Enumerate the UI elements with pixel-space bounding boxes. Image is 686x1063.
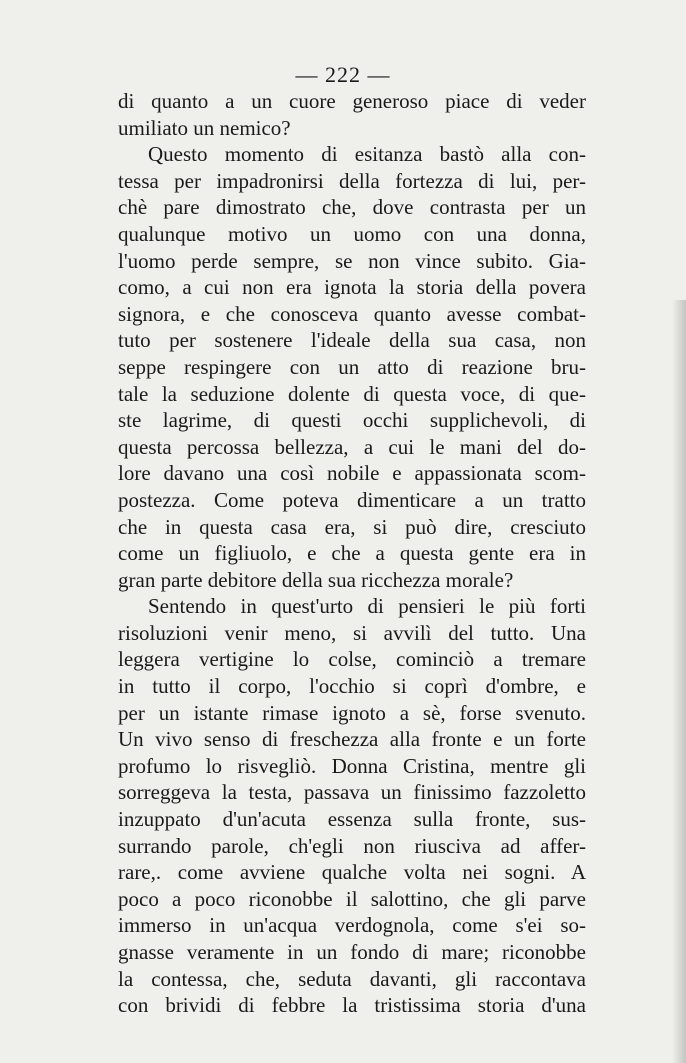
text-line: che in questa casa era, si può dire, cresciuto <box>118 514 586 539</box>
text-line: seppe respingere con un atto di reazione bru- <box>118 354 586 379</box>
text-line: l'uomo perde sempre, se non vince subito. Gia- <box>118 248 586 273</box>
text-line: leggera vertigine lo colse, cominciò a tremare <box>118 647 586 672</box>
page-number: — 222 — <box>295 62 391 87</box>
text-line: poco a poco riconobbe il salottino, che gli parve <box>118 886 586 911</box>
text-line: gran parte debitore della sua ricchezza morale? <box>118 567 514 592</box>
text-line: immerso in un'acqua verdognola, come s'ei so- <box>118 913 586 938</box>
text-line: umiliato un nemico? <box>118 115 291 140</box>
text-line: profumo lo risvegliò. Donna Cristina, mentre gli <box>118 753 586 778</box>
text-line: questa percossa bellezza, a cui le mani del do- <box>118 434 586 459</box>
text-line: per un istante rimase ignoto a sè, forse svenuto. <box>118 700 586 725</box>
text-line: risoluzioni venir meno, si avvilì del tutto. Una <box>118 620 586 645</box>
text-line: la contessa, che, seduta davanti, gli raccontava <box>118 966 586 991</box>
text-line: postezza. Come poteva dimenticare a un tratto <box>118 487 586 512</box>
text-line: sorreggeva la testa, passava un finissimo fazzoletto <box>118 780 586 805</box>
text-line: gnasse veramente in un fondo di mare; riconobbe <box>118 940 586 964</box>
text-line: ste lagrime, di questi occhi supplichevoli, di <box>118 408 586 433</box>
text-line: tessa per impadronirsi della fortezza di lui, per- <box>118 168 586 193</box>
text-line: con brividi di febbre la tristissima storia d'una <box>118 993 586 1018</box>
text-line: tuto per sostenere l'ideale della sua casa, non <box>118 328 586 353</box>
text-line: come un figliuolo, e che a questa gente era in <box>118 541 586 566</box>
text-line: chè pare dimostrato che, dove contrasta per un <box>118 195 586 220</box>
text-line: surrando parole, ch'egli non riusciva ad affer- <box>118 833 586 858</box>
text-line: di quanto a un cuore generoso piace di veder <box>118 89 586 113</box>
text-line: Un vivo senso di freschezza alla fronte e un forte <box>118 727 586 752</box>
text-line: tale la seduzione dolente di questa voce, di que- <box>118 381 586 406</box>
text-line: qualunque motivo un uomo con una donna, <box>118 221 586 246</box>
body-text <box>118 88 586 1019</box>
page-edge-shadow <box>672 300 686 1063</box>
text-line: signora, e che conosceva quanto avesse combat- <box>118 301 586 326</box>
text-line: como, a cui non era ignota la storia della povera <box>118 275 586 300</box>
text-line: lore davano una così nobile e appassionata scom- <box>118 461 586 486</box>
text-line: in tutto il corpo, l'occhio si coprì d'ombre, e <box>118 674 586 699</box>
text-line: rare,. come avviene qualche volta nei sogni. A <box>118 860 586 885</box>
text-line: Questo momento di esitanza bastò alla con- <box>148 142 586 167</box>
text-line: inzuppato d'un'acuta essenza sulla fronte, sus- <box>118 807 586 832</box>
text-line: Sentendo in quest'urto di pensieri le più forti <box>148 594 586 619</box>
